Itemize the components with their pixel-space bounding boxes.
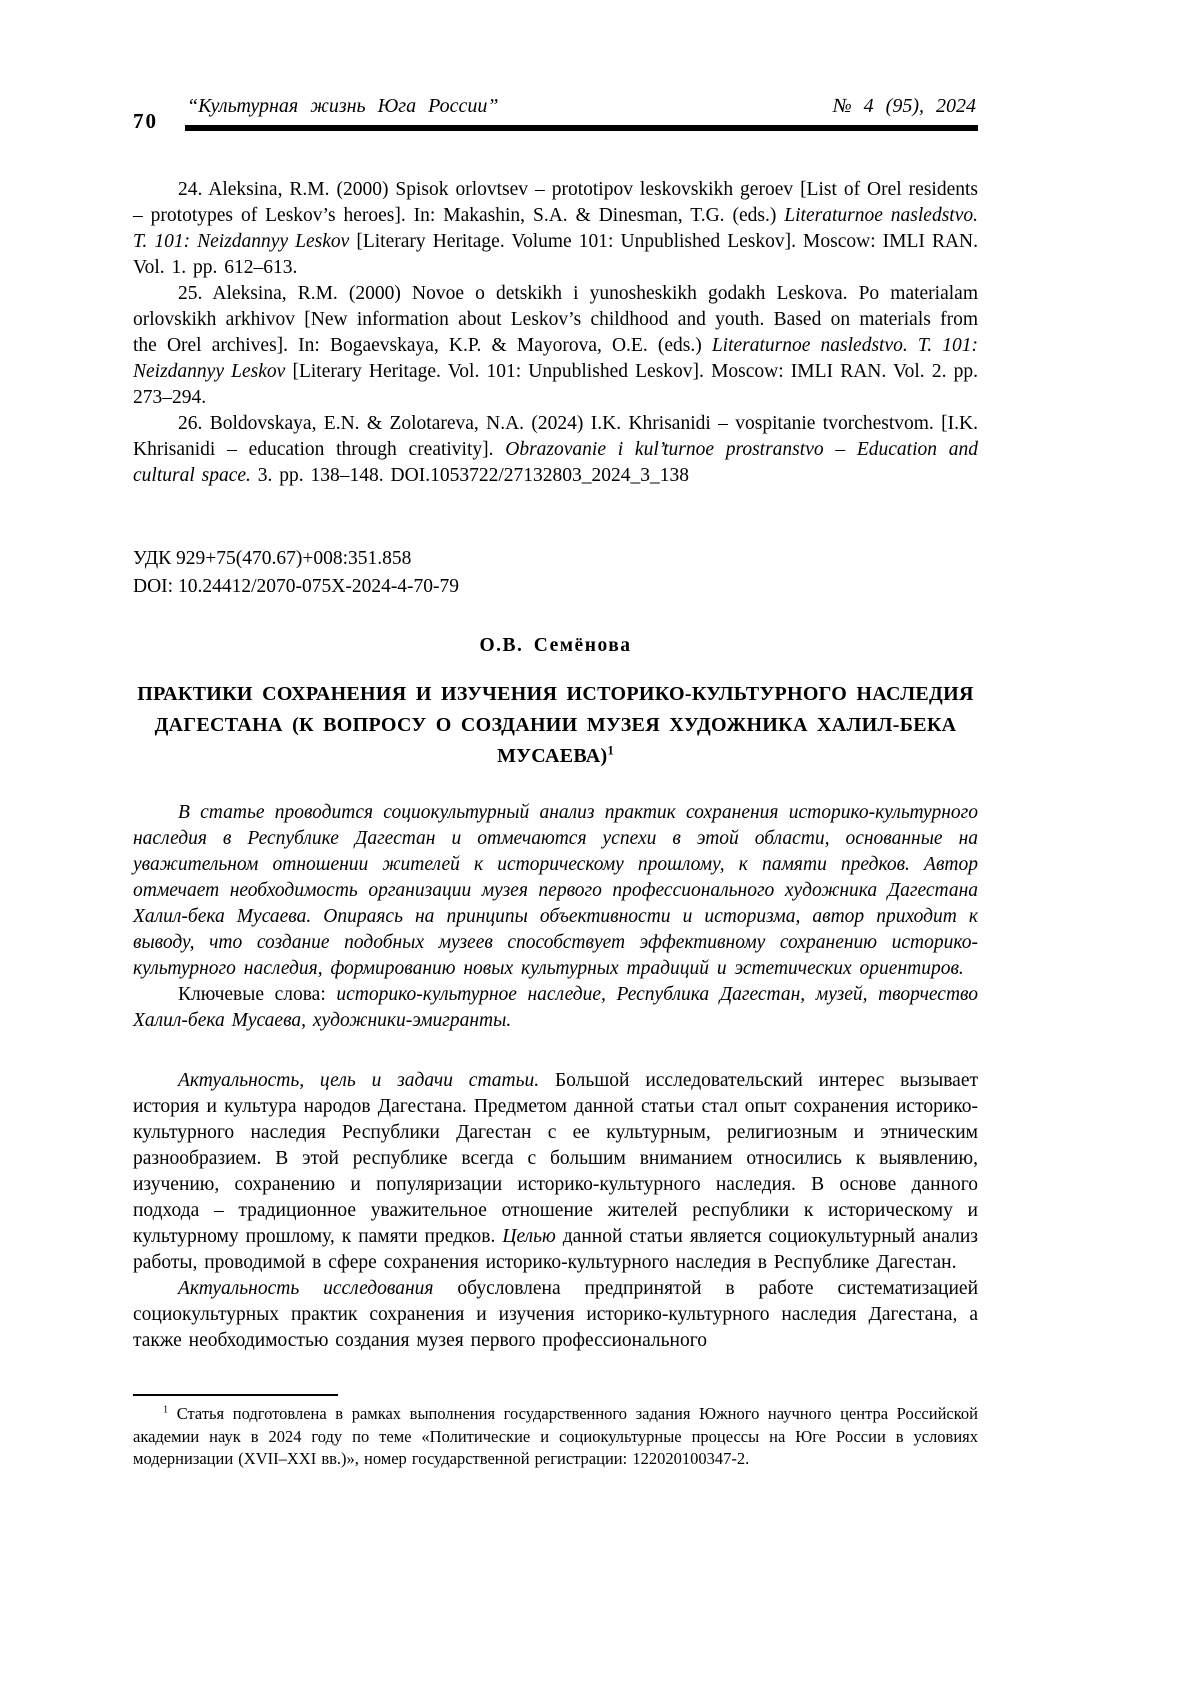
reference-item-26: 26. Boldovskaya, E.N. & Zolotareva, N.A. (2024) I.K. Khrisanidi – vospitanie tvorchestvom. [I.K. Khrisanidi – education through creativity]. Obrazovanie i kul’turnoe prostranstvo – Education and cultural space. 3. pp. 138–148. DOI.1053722/27132803_2024_3_138: [133, 413, 978, 486]
issue-number: № 4 (95), 2024: [832, 95, 976, 117]
reference-item-24: 24. Aleksina, R.M. (2000) Spisok orlovtsev – prototipov leskovskikh geroev [List of Orel residents – prototypes of Leskov’s heroes]. In: Makashin, S.A. & Dinesman, T.G. (eds.) Literaturnoe nasledstvo. T. 101: Neizdannyy Leskov [Literary Heritage. Volume 101: Unpublished Leskov]. Moscow: IMLI RAN. Vol. 1. pp. 612–613.: [133, 179, 978, 278]
page-content: [133, 0, 978, 1471]
udk-line: УДК 929+75(470.67)+008:351.858: [133, 548, 412, 569]
abstract-section: [133, 800, 978, 1034]
keywords-paragraph: Ключевые слова: историко-культурное наследие, Республика Дагестан, музей, творчество Халил-бека Мусаева, художники-эмигранты.: [133, 984, 979, 1031]
reference-item-25: 25. Aleksina, R.M. (2000) Novoe o detskikh i yunosheskikh godakh Leskova. Po materialam orlovskikh arkhivov [New information about Leskov’s childhood and youth. Based on materials from the Orel archives]. In: Bogaevskaya, K.P. & Mayorova, O.E. (eds.) Literaturnoe nasledstvo. T. 101: Neizdannyy Leskov [Literary Heritage. Vol. 101: Unpublished Leskov]. Moscow: IMLI RAN. Vol. 2. pp. 273–294.: [133, 283, 978, 408]
header-rule: [185, 125, 978, 131]
article-title: ПРАКТИКИ СОХРАНЕНИЯ И ИЗУЧЕНИЯ ИСТОРИКО-КУЛЬТУРНОГО НАСЛЕДИЯ ДАГЕСТАНА (К ВОПРОСУ О СОЗДАНИИ МУЗЕЯ ХУДОЖНИКА ХАЛИЛ-БЕКА МУСАЕВА)$^1$: [137, 683, 974, 767]
header-main: [185, 95, 978, 131]
footnote-separator: [133, 1394, 338, 1396]
body-paragraph-1: Актуальность, цель и задачи статьи. Большой исследовательский интерес вызывает история и культура народов Дагестана. Предметом данной статьи стал опыт сохранения историко-культурного наследия Республики Дагестан с ее культурным, религиозным и этническим разнообразием. В этой республике всегда с большим вниманием относились к выявлению, изучению, сохранению и популяризации историко-культурного наследия. В основе данного подхода – традиционное уважительное отношение жителей республики к историческому и культурному прошлому, к памяти предков. Целью данной статьи является социокультурный анализ работы, проводимой в сфере сохранения историко-культурного наследия в Республике Дагестан.: [133, 1070, 978, 1273]
page-number: 70: [133, 109, 158, 133]
abstract-paragraph: В статье проводится социокультурный анализ практик сохранения историко-культурного наследия в Республике Дагестан и отмечаются успехи в этой области, основанные на уважительном отношении жителей к историческому прошлому, к памяти предков. Автор отмечает необходимость организации музея первого профессионального художника Дагестана Халил-бека Мусаева. Опираясь на принципы объективности и историзма, автор приходит к выводу, что создание подобных музеев способствует эффективному сохранению историко-культурного наследия, формированию новых культурных традиций и эстетических ориентиров.: [133, 802, 978, 979]
journal-title: “Культурная жизнь Юга России”: [187, 95, 499, 117]
running-head: [185, 95, 978, 125]
article-meta: [133, 545, 978, 601]
author-name: О.В. Семёнова: [479, 635, 632, 656]
references-section: [133, 177, 978, 489]
article-body: [133, 1068, 978, 1354]
body-paragraph-2: Актуальность исследования обусловлена предпринятой в работе систематизацией социокультурных практик сохранения и изучения историко-культурного наследия Дагестана, а также необходимостью создания музея первого профессионального: [133, 1278, 979, 1351]
footnote-text: $^1$ Статья подготовлена в рамках выполнения государственного задания Южного научного центра Российской академии наук в 2024 году по теме «Политические и социокультурные процессы на Юге России в условиях модернизации (XVII–XXI вв.)», номер государственной регистрации: 122020100347-2.: [133, 1404, 978, 1468]
page-header: [133, 95, 978, 131]
doi-line: DOI: 10.24412/2070-075X-2024-4-70-79: [133, 576, 460, 597]
